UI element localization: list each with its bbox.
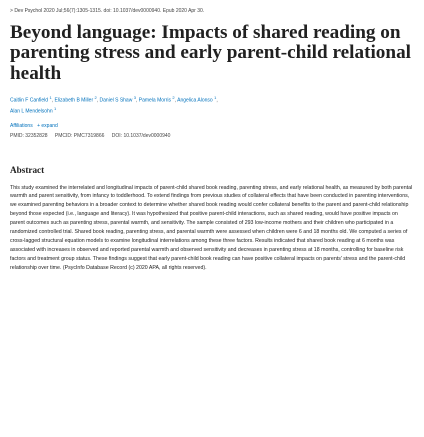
doi[interactable]: DOI: 10.1037/dev0000940 (111, 132, 171, 139)
article-title: Beyond language: Impacts of shared reading on parenting stress and early parent-child relational health (10, 22, 411, 84)
author-link[interactable]: Angelica Alonso (177, 97, 213, 104)
author-affiliation-number[interactable]: 3 (133, 95, 136, 101)
author-affiliation-number[interactable]: 2 (172, 95, 175, 101)
author-link[interactable]: Alan L Mendelsohn (10, 108, 53, 115)
citation-details: 2020 Jul;56(7):1305-1315. doi: 10.1037/dev0000940. Epub 2020 Apr 30. (43, 8, 205, 14)
author-link[interactable]: Elizabeth B Miller (54, 97, 94, 104)
author-affiliation-number[interactable]: 1 (49, 95, 52, 101)
author-link[interactable]: Pamela Morris (138, 97, 171, 104)
author-list: Caitlin F Canfield $^1$, Elizabeth B Miller $^2$, Daniel S Shaw $^3$, Pamela Morris $^2$, Angelica Alonso $^1$, Alan L Mendelsohn $^1$ (10, 95, 218, 115)
expand-affiliations-button[interactable]: + expand (37, 122, 58, 129)
author-link[interactable]: Daniel S Shaw (99, 97, 133, 104)
citation-line (10, 8, 414, 14)
abstract-text: This study examined the interrelated and longitudinal impacts of parent-child shared book reading, parenting stress, and early relational health, as measured by both parental warmth and parent sensitivity, from infancy to toddlerhood. To extend findings from previous studies of collateral effects that have been conducted in parenting interventions, we examined parenting behaviors in a broader context to determine whether shared book reading would confer collateral benefits to the parent and parent-child relationship beyond those expected (i.e., language and literacy). It was hypothesized that positive parent-child interactions, such as shared reading, would have positive impacts on parent outcomes such as parenting stress, parental warmth, and sensitivity. The sample consisted of 293 low-income mothers and their children who participated in a randomized controlled trial. Shared book reading, parenting stress, and parental warmth were assessed when children were 6 and 18 months old. We computed a series of cross-lagged structural equation models to examine longitudinal interrelations among these three factors. Results indicated that shared book reading at 6 months was associated with increases in observed and reported parental warmth and observed sensitivity and decreases in parenting stress at 18 months, controlling for baseline risk factors and treatment group status. These findings suggest that early parent-child book reading can have positive collateral impacts on parents' stress and the parent-child relationship over time. (PsycInfo Database Record (c) 2020 APA, all rights reserved). (10, 184, 413, 271)
author-affiliation-number[interactable]: 1 (214, 95, 217, 101)
author-link[interactable]: Caitlin F Canfield (10, 97, 49, 104)
affiliations-label[interactable]: Affiliations (10, 122, 33, 129)
abstract-heading: Abstract (10, 164, 45, 175)
citation-arrow-icon: > (10, 8, 13, 14)
pmid: PMID: 32352828 (10, 132, 48, 139)
affiliations-row (10, 123, 414, 129)
author-affiliation-number[interactable]: 1 (54, 105, 57, 111)
article-identifiers (10, 133, 414, 139)
pmcid[interactable]: PMCID: PMC7319866 (54, 132, 105, 139)
author-affiliation-number[interactable]: 2 (94, 95, 97, 101)
journal-link[interactable]: Dev Psychol (14, 8, 43, 14)
